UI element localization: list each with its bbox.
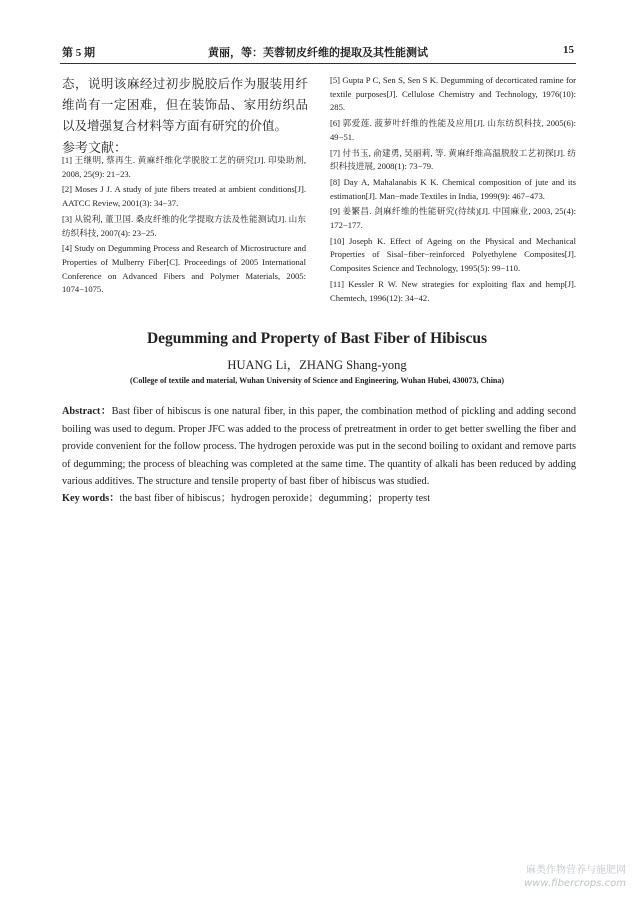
reference-item: [10] Joseph K. Effect of Ageing on the Physical and Mechanical Properties of Sisal−fiber−reinforced Polyethylene Composites[J]. Composites Science and Technology, 1995(5): 99−110.: [330, 235, 576, 274]
abstract-text: Bast fiber of hibiscus is one natural fiber, in this paper, the combination method of pickling and adding second boiling was used to degum. Proper JFC was added to the process of pretreatment in order to get better swelling the fiber and provide convenient for the follow process. The hydrogen peroxide was put in the second boiling to oxidant and remove parts of degumming; the process of bleaching was completed at the same time. The quantity of alkali has been reduced by adding various additives. The structure and tensile property of bast fiber of hibiscus was studied.: [62, 406, 576, 488]
reference-item: [2] Moses J J. A study of jute fibers treated at ambient conditions[J]. AATCC Review, 2001(3): 34−37.: [62, 184, 306, 209]
running-title: 黄丽，等：芙蓉韧皮纤维的提取及其性能测试: [208, 47, 428, 59]
watermark-line1: 麻类作物营养与施肥网: [526, 865, 626, 876]
english-affiliation: (College of textile and material, Wuhan University of Science and Engineering, Wuhan Hubei, 430073, China): [129, 376, 505, 385]
watermark-line2: www.fibercrops.com: [524, 878, 626, 889]
references-heading: 参考文献：: [62, 140, 128, 155]
page-header: [62, 44, 574, 60]
reference-item: [7] 付书玉, 俞建勇, 吴丽莉, 等. 黄麻纤维高温脱胶工艺初探[J]. 纺织科技进展, 2008(1): 73−79.: [330, 147, 576, 172]
reference-item: [3] 从锐利, 董卫国. 桑皮纤维的化学提取方法及性能测试[J]. 山东纺织科技, 2007(4): 23−25.: [62, 213, 306, 238]
watermark: [524, 864, 626, 890]
keywords-text: the bast fiber of hibiscus；hydrogen peroxide；degumming；property test: [119, 493, 431, 504]
references-left-column: [62, 154, 306, 299]
reference-item: [6] 郭爱莲. 菠萝叶纤维的性能及应用[J]. 山东纺织科技, 2005(6): 49−51.: [330, 118, 576, 142]
page-number: 15: [563, 44, 574, 56]
abstract-label: Abstract：: [62, 406, 112, 417]
intro-paragraph: 态，说明该麻经过初步脱胶后作为服装用纤维尚有一定困难，但在装饰品、家用纺织品以及增强复合材料等方面有研究的价值。: [62, 77, 308, 133]
header-divider: [60, 63, 576, 64]
english-title: Degumming and Property of Bast Fiber of Hibiscus: [146, 330, 487, 347]
reference-item: [8] Day A, Mahalanabis K K. Chemical composition of jute and its estimation[J]. Man−made Textiles in India, 1999(9): 467−473.: [330, 176, 576, 201]
reference-item: [11] Kessler R W. New strategies for exploiting flax and hemp[J]. Chemtech, 1996(12): 34−42.: [330, 278, 576, 303]
english-keywords: [62, 490, 576, 507]
english-abstract: [62, 403, 576, 491]
reference-item: [9] 姜繁昌. 剑麻纤维的性能研究(待续)[J]. 中国麻业, 2003, 25(4): 172−177.: [330, 206, 576, 231]
english-authors: HUANG Li，ZHANG Shang-yong: [227, 358, 407, 372]
references-right-column: [330, 74, 576, 307]
reference-item: [5] Gupta P C, Sen S, Sen S K. Degumming of decorticated ramine for textile purposes[J]. Cellulose Chemistry and Technology, 1976(10): 285.: [330, 75, 576, 113]
reference-item: [4] Study on Degumming Process and Research of Microstructure and Properties of Mulberry Fiber[C]. Proceedings of 2005 International Conference on Advanced Fibers and Polymer Materials, 2005: 1074−1075.: [62, 243, 306, 295]
reference-item: [1] 王继明, 蔡再生. 黄麻纤维化学脱胶工艺的研究[J]. 印染助剂, 2008, 25(9): 21−23.: [62, 155, 306, 179]
issue-number: 第 5 期: [62, 47, 95, 59]
keywords-label: Key words：: [62, 493, 120, 504]
